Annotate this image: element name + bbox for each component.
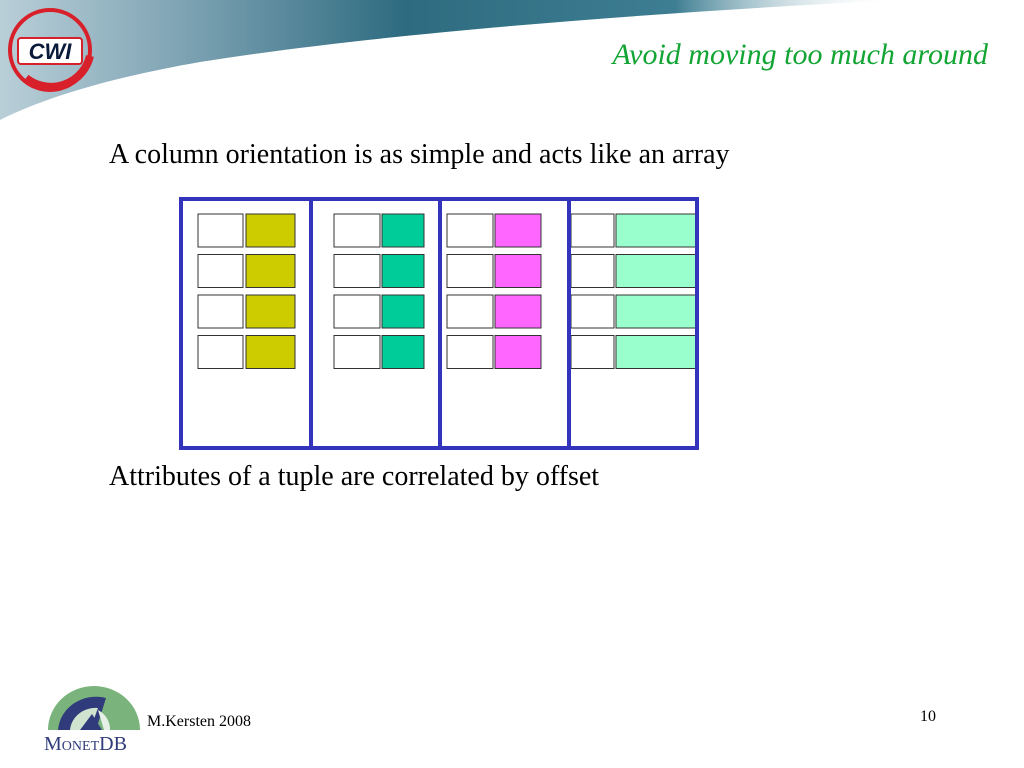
cwi-logo-text: CWI (28, 39, 72, 64)
oid-cell (334, 336, 380, 369)
oid-cell (571, 214, 614, 247)
value-cell (382, 214, 424, 247)
oid-cell (447, 336, 493, 369)
oid-cell (334, 295, 380, 328)
bullet-text-1: A column orientation is as simple and acts like an array (109, 139, 730, 170)
oid-cell (447, 255, 493, 288)
value-cell (382, 255, 424, 288)
oid-cell (198, 295, 243, 328)
monetdb-logo (40, 686, 150, 756)
value-cell (382, 295, 424, 328)
oid-cell (334, 214, 380, 247)
value-cell (495, 214, 541, 247)
oid-cell (198, 255, 243, 288)
monetdb-logo-text: MONETDB (44, 733, 127, 755)
value-cell (616, 336, 696, 369)
diagram-cells (198, 214, 696, 369)
oid-cell (447, 214, 493, 247)
value-cell (246, 214, 295, 247)
value-cell (382, 336, 424, 369)
page-number: 10 (920, 708, 936, 725)
oid-cell (447, 295, 493, 328)
value-cell (495, 295, 541, 328)
value-cell (616, 295, 696, 328)
oid-cell (571, 295, 614, 328)
oid-cell (198, 214, 243, 247)
value-cell (246, 255, 295, 288)
slide-title: Avoid moving too much around (612, 38, 988, 71)
value-cell (495, 336, 541, 369)
value-cell (246, 295, 295, 328)
oid-cell (571, 255, 614, 288)
value-cell (616, 214, 696, 247)
oid-cell (334, 255, 380, 288)
value-cell (616, 255, 696, 288)
oid-cell (571, 336, 614, 369)
value-cell (246, 336, 295, 369)
footer-author: M.Kersten 2008 (147, 713, 251, 730)
bullet-text-2: Attributes of a tuple are correlated by offset (109, 461, 600, 492)
oid-cell (198, 336, 243, 369)
value-cell (495, 255, 541, 288)
